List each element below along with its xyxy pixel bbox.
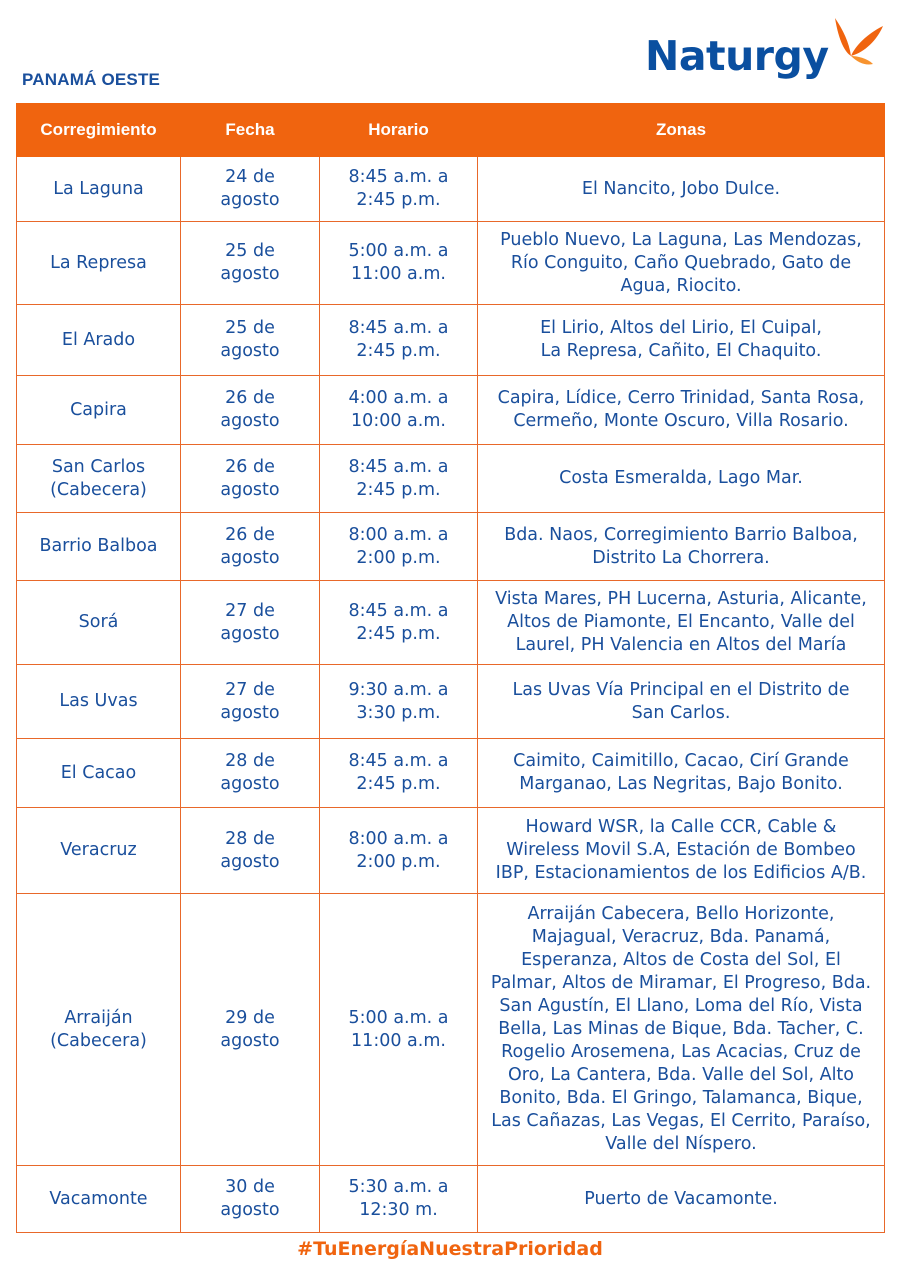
cell-horario: 8:45 a.m. a 2:45 p.m. <box>320 157 478 222</box>
cell-corregimiento: Sorá <box>17 581 181 665</box>
cell-horario: 5:00 a.m. a 11:00 a.m. <box>320 894 478 1166</box>
table-row <box>17 305 885 376</box>
cell-corregimiento: Veracruz <box>17 808 181 894</box>
table-row <box>17 894 885 1166</box>
cell-zonas: Las Uvas Vía Principal en el Distrito de San Carlos. <box>478 665 885 739</box>
cell-fecha: 28 de agosto <box>181 739 320 808</box>
cell-fecha: 27 de agosto <box>181 665 320 739</box>
cell-horario: 8:45 a.m. a 2:45 p.m. <box>320 581 478 665</box>
cell-corregimiento: Vacamonte <box>17 1166 181 1233</box>
cell-horario: 4:00 a.m. a 10:00 a.m. <box>320 376 478 445</box>
cell-fecha: 27 de agosto <box>181 581 320 665</box>
table-row <box>17 445 885 513</box>
cell-zonas: El Lirio, Altos del Lirio, El Cuipal, La Represa, Cañito, El Chaquito. <box>478 305 885 376</box>
cell-corregimiento: El Cacao <box>17 739 181 808</box>
cell-corregimiento: La Represa <box>17 222 181 305</box>
cell-corregimiento: Capira <box>17 376 181 445</box>
table-row <box>17 581 885 665</box>
cell-corregimiento: Las Uvas <box>17 665 181 739</box>
cell-zonas: Costa Esmeralda, Lago Mar. <box>478 445 885 513</box>
column-header-fecha: Fecha <box>181 104 320 157</box>
cell-fecha: 28 de agosto <box>181 808 320 894</box>
cell-zonas: Vista Mares, PH Lucerna, Asturia, Alicante, Altos de Piamonte, El Encanto, Valle del Laurel, PH Valencia en Altos del María <box>478 581 885 665</box>
cell-horario: 5:30 a.m. a 12:30 m. <box>320 1166 478 1233</box>
butterfly-icon <box>833 16 885 74</box>
cell-fecha: 25 de agosto <box>181 222 320 305</box>
cell-zonas: Howard WSR, la Calle CCR, Cable & Wireless Movil S.A, Estación de Bombeo IBP, Estacionamientos de los Edificios A/B. <box>478 808 885 894</box>
cell-zonas: Caimito, Caimitillo, Cacao, Cirí Grande Marganao, Las Negritas, Bajo Bonito. <box>478 739 885 808</box>
table-row <box>17 376 885 445</box>
table-row <box>17 157 885 222</box>
column-header-corregimiento: Corregimiento <box>17 104 181 157</box>
cell-zonas: Arraiján Cabecera, Bello Horizonte, Majagual, Veracruz, Bda. Panamá, Esperanza, Altos de Costa del Sol, El Palmar, Altos de Miramar, El Progreso, Bda. San Agustín, El Llano, Loma del Río, Vista Bella, Las Minas de Bique, Bda. Tacher, C. Rogelio Arosemena, Las Acacias, Cruz de Oro, La Cantera, Bda. Valle del Sol, Alto Bonito, Bda. El Gringo, Talamanca, Bique, Las Cañazas, Las Vegas, El Cerrito, Paraíso, Valle del Níspero. <box>478 894 885 1166</box>
cell-fecha: 26 de agosto <box>181 513 320 581</box>
schedule-table <box>16 103 885 1233</box>
cell-corregimiento: Barrio Balboa <box>17 513 181 581</box>
cell-fecha: 25 de agosto <box>181 305 320 376</box>
cell-zonas: Bda. Naos, Corregimiento Barrio Balboa, Distrito La Chorrera. <box>478 513 885 581</box>
cell-fecha: 29 de agosto <box>181 894 320 1166</box>
cell-fecha: 26 de agosto <box>181 376 320 445</box>
column-header-zonas: Zonas <box>478 104 885 157</box>
table-row <box>17 808 885 894</box>
cell-corregimiento: San Carlos (Cabecera) <box>17 445 181 513</box>
cell-horario: 5:00 a.m. a 11:00 a.m. <box>320 222 478 305</box>
cell-zonas: El Nancito, Jobo Dulce. <box>478 157 885 222</box>
cell-corregimiento: El Arado <box>17 305 181 376</box>
cell-horario: 8:45 a.m. a 2:45 p.m. <box>320 305 478 376</box>
table-row <box>17 665 885 739</box>
cell-horario: 8:45 a.m. a 2:45 p.m. <box>320 739 478 808</box>
cell-horario: 9:30 a.m. a 3:30 p.m. <box>320 665 478 739</box>
cell-fecha: 30 de agosto <box>181 1166 320 1233</box>
cell-zonas: Capira, Lídice, Cerro Trinidad, Santa Rosa, Cermeño, Monte Oscuro, Villa Rosario. <box>478 376 885 445</box>
cell-corregimiento: La Laguna <box>17 157 181 222</box>
cell-horario: 8:00 a.m. a 2:00 p.m. <box>320 808 478 894</box>
table-row <box>17 513 885 581</box>
cell-zonas: Puerto de Vacamonte. <box>478 1166 885 1233</box>
cell-corregimiento: Arraiján (Cabecera) <box>17 894 181 1166</box>
cell-fecha: 26 de agosto <box>181 445 320 513</box>
region-title: PANAMÁ OESTE <box>22 70 161 89</box>
cell-zonas: Pueblo Nuevo, La Laguna, Las Mendozas, Río Conguito, Caño Quebrado, Gato de Agua, Riocito. <box>478 222 885 305</box>
naturgy-logo <box>645 14 890 86</box>
column-header-horario: Horario <box>320 104 478 157</box>
cell-horario: 8:45 a.m. a 2:45 p.m. <box>320 445 478 513</box>
cell-horario: 8:00 a.m. a 2:00 p.m. <box>320 513 478 581</box>
table-header-row <box>17 104 885 157</box>
campaign-hashtag: #TuEnergíaNuestraPrioridad <box>297 1238 603 1260</box>
brand-wordmark: Naturgy <box>645 32 829 80</box>
table-row <box>17 739 885 808</box>
table-row <box>17 1166 885 1233</box>
cell-fecha: 24 de agosto <box>181 157 320 222</box>
table-row <box>17 222 885 305</box>
